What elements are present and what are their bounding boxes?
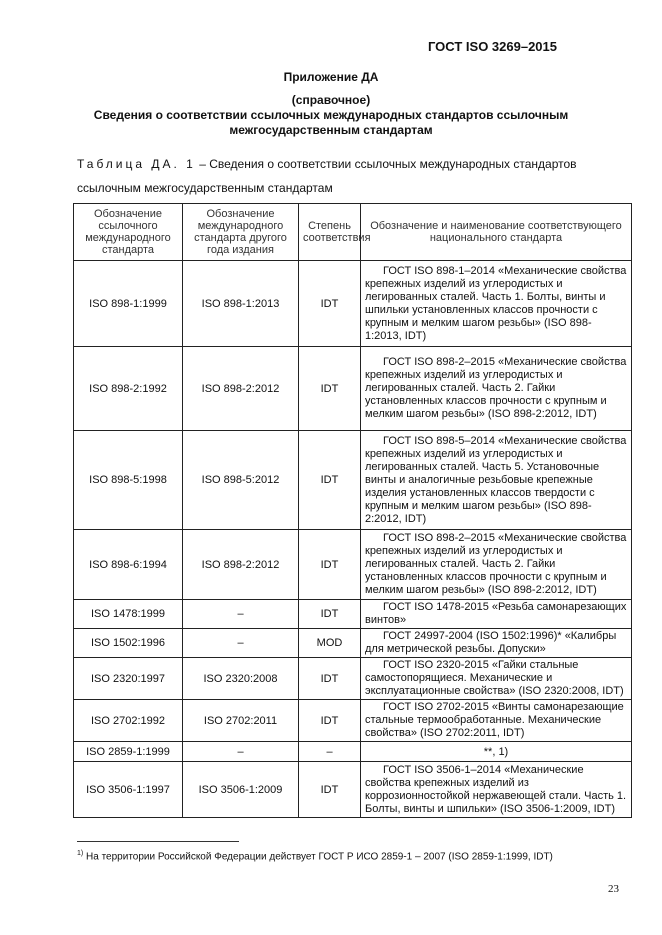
other-year-cell: – [183,629,299,658]
annex-heading-line2: межгосударственным стандартам [229,123,433,137]
intl-standard-cell: ISO 898-6:1994 [74,530,183,600]
footnote-text: На территории Российской Федерации действует ГОСТ Р ИСО 2859-1 – 2007 (ISO 2859-1:1999, IDT) [83,851,553,863]
national-standard-text: ГОСТ ISO 898-2–2015 «Механические свойства крепежных изделий из углеродистых и легированных сталей. Часть 2. Гайки установленных классов прочности с крупным и мелким шагом резьбы» (ISO 898-2:2012, IDT) [365,356,627,420]
footnote [77,847,629,863]
other-year-cell: – [183,600,299,629]
national-standard-cell [361,261,632,347]
other-year-cell: ISO 2320:2008 [183,658,299,700]
national-standard-cell [361,700,632,742]
correspondence-table [73,203,632,818]
table-caption-label: Таблица ДА. 1 [77,157,196,171]
annex-heading [0,108,662,138]
degree-cell: IDT [299,261,361,347]
other-year-cell: ISO 898-2:2012 [183,530,299,600]
intl-standard-cell: ISO 2702:1992 [74,700,183,742]
national-standard-cell: **, 1) [361,742,632,762]
table-row [74,347,632,431]
other-year-cell: ISO 2702:2011 [183,700,299,742]
degree-cell: IDT [299,431,361,530]
intl-standard-cell: ISO 1478:1999 [74,600,183,629]
annex-heading-line1: Сведения о соответствии ссылочных международных стандартов ссылочным [93,108,569,122]
table-row [74,431,632,530]
footnote-marker: 1) [77,850,84,857]
degree-cell: IDT [299,530,361,600]
table-row [74,530,632,600]
national-standard-text: ГОСТ ISO 2702-2015 «Винты самонарезающие стальные термообработанные. Механические свойства» (ISO 2702:2011, IDT) [365,701,624,739]
national-standard-text: ГОСТ ISO 2320-2015 «Гайки стальные самостопорящиеся. Механические и эксплуатационные свойства» (ISO 2320:2008, IDT) [365,659,624,697]
annex-title: Приложение ДА [283,70,379,84]
degree-cell: – [299,742,361,762]
column-header-degree: Степень соответствия [299,204,361,261]
national-standard-cell [361,431,632,530]
degree-cell: IDT [299,700,361,742]
intl-standard-cell: ISO 2320:1997 [74,658,183,700]
intl-standard-cell: ISO 898-2:1992 [74,347,183,431]
national-standard-cell [361,629,632,658]
national-standard-text: ГОСТ ISO 1478-2015 «Резьба самонарезающих винтов» [365,601,627,626]
national-standard-text: ГОСТ ISO 898-1–2014 «Механические свойства крепежных изделий из углеродистых и легированных сталей. Часть 1. Болты, винты и шпильки установленных классов прочности с крупным и мелким шагом резьбы» (ISO 898-1:2013, IDT) [365,264,627,342]
intl-standard-cell: ISO 898-1:1999 [74,261,183,347]
table-header-row [74,204,632,261]
national-standard-text: ГОСТ 24997-2004 (ISO 1502:1996)* «Калибры для метрической резьбы. Допуски» [365,630,617,655]
degree-cell: MOD [299,629,361,658]
intl-standard-cell: ISO 898-5:1998 [74,431,183,530]
national-standard-text: ГОСТ ISO 898-2–2015 «Механические свойства крепежных изделий из углеродистых и легированных сталей. Часть 2. Гайки установленных классов прочности с крупным и мелким шагом резьбы» (ISO 898-2:2012, IDT) [365,532,627,596]
national-standard-cell [361,658,632,700]
table-row [74,629,632,658]
table-row [74,700,632,742]
column-header-other-year: Обозначение международного стандарта другого года издания [183,204,299,261]
national-standard-text: ГОСТ ISO 898-5–2014 «Механические свойства крепежных изделий из углеродистых и легированных сталей. Часть 5. Установочные винты и аналогичные резьбовые крепежные изделия установленных классов твердости с крупным и мелким шагом резьбы» (ISO 898-2:2012, IDT) [365,434,627,525]
page-number: 23 [608,883,619,895]
other-year-cell: – [183,742,299,762]
table-caption-text: – Сведения о соответствии ссылочных международных стандартов ссылочным межгосударственным стандартам [77,157,577,195]
degree-cell: IDT [299,658,361,700]
document-header-code: ГОСТ ISO 3269–2015 [427,39,557,54]
other-year-cell: ISO 3506-1:2009 [183,762,299,818]
column-header-national: Обозначение и наименование соответствующего национального стандарта [361,204,632,261]
intl-standard-cell: ISO 1502:1996 [74,629,183,658]
degree-cell: IDT [299,347,361,431]
national-standard-cell [361,347,632,431]
national-standard-cell [361,600,632,629]
table-row [74,742,632,762]
table-caption [77,152,637,200]
footnote-rule [77,841,239,842]
column-header-intl: Обозначение ссылочного международного стандарта [74,204,183,261]
national-standard-cell [361,762,632,818]
table-row [74,600,632,629]
table-row [74,261,632,347]
other-year-cell: ISO 898-1:2013 [183,261,299,347]
national-standard-text: ГОСТ ISO 3506-1–2014 «Механические свойства крепежных изделий из коррозионностойкой нержавеющей стали. Часть 1. Болты, винты и шпильки» (ISO 3506-1:2009, IDT) [365,763,627,815]
annex-status: (справочное) [291,93,371,107]
degree-cell: IDT [299,762,361,818]
degree-cell: IDT [299,600,361,629]
national-standard-cell [361,530,632,600]
other-year-cell: ISO 898-2:2012 [183,347,299,431]
other-year-cell: ISO 898-5:2012 [183,431,299,530]
intl-standard-cell: ISO 2859-1:1999 [74,742,183,762]
table-row [74,762,632,818]
table-row [74,658,632,700]
intl-standard-cell: ISO 3506-1:1997 [74,762,183,818]
